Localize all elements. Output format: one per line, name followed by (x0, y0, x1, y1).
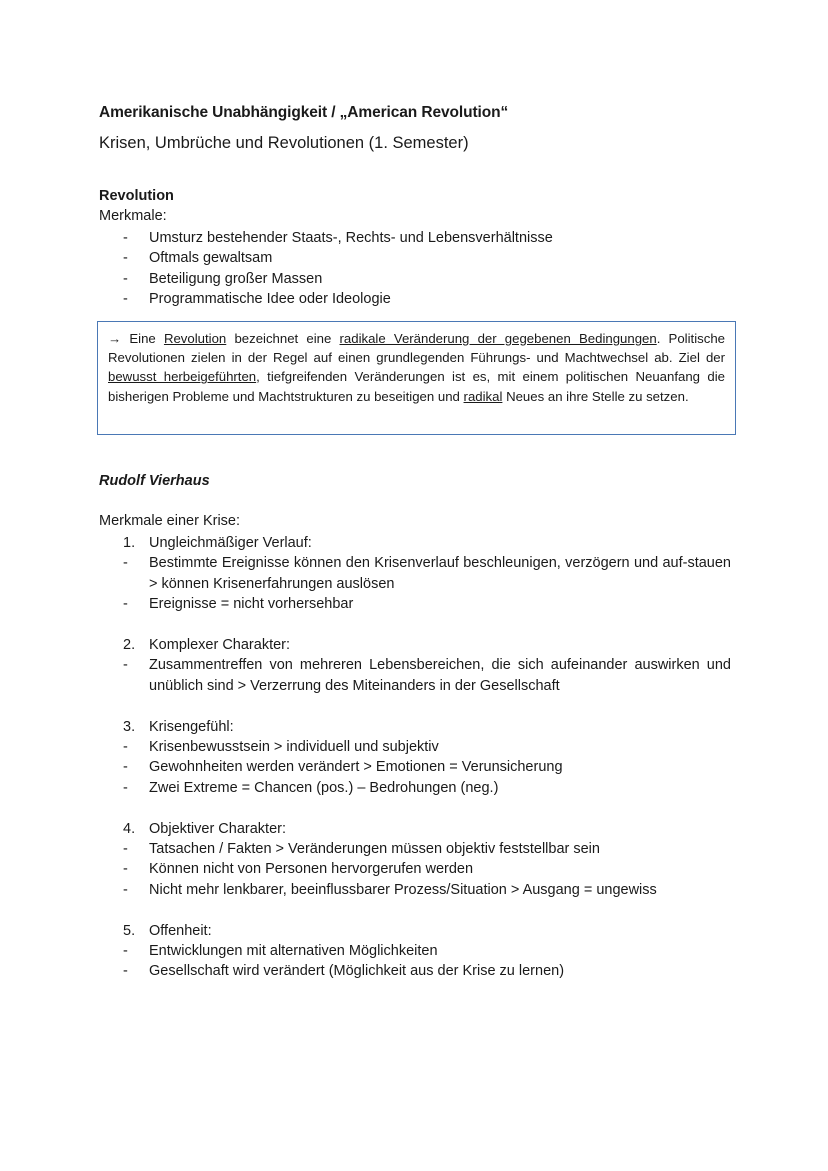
list-item: - Tatsachen / Fakten > Veränderungen müssen objektiv feststellbar sein (123, 841, 600, 858)
list-item: - Oftmals gewaltsam (123, 250, 273, 267)
section-title: 2. Komplexer Charakter: (123, 637, 291, 654)
underlined-term: Revolution (163, 331, 227, 346)
underlined-term: radikale Veränderung der gegebenen Bedingungen (339, 331, 657, 346)
section-title: 1. Ungleichmäßiger Verlauf: (123, 535, 312, 551)
document-subtitle: Krisen, Umbrüche und Revolutionen (1. Semester) (99, 134, 469, 152)
revolution-definition-box: → Eine Revolution bezeichnet eine radikale Veränderung der gegebenen Bedingungen. Politische Revolutionen zielen in der Regel auf einen grundlegenden Führungs- und Machtwechsel ab. Ziel der bewusst herbeigeführten, tiefgreifenden Veränderungen ist es, mit einem politischen Neuanfang die bisherigen Probleme und Machtstrukturen zu beseitigen und radikal Neues an ihre Stelle zu setzen. (97, 321, 736, 435)
revolution-heading: Revolution (99, 188, 174, 204)
document-title: Amerikanische Unabhängigkeit / „American Revolution“ (99, 104, 509, 121)
list-item: - Entwicklungen mit alternativen Möglichkeiten (123, 943, 438, 960)
revolution-merkmale-label: Merkmale: (99, 208, 167, 224)
section-title: 3. Krisengefühl: (123, 718, 234, 735)
list-item: - Können nicht von Personen hervorgerufen werden (123, 861, 474, 878)
list-item: - Zwei Extreme = Chancen (pos.) – Bedrohungen (neg.) (123, 779, 499, 796)
revolution-merkmale-list (99, 228, 739, 310)
list-item: - Ereignisse = nicht vorhersehbar (123, 596, 354, 613)
section-title: 4. Objektiver Charakter: (123, 820, 286, 837)
list-item: - Beteiligung großer Massen (123, 270, 323, 287)
list-item: - Bestimmte Ereignisse können den Krisenverlauf beschleunigen, verzögern und auf-stauen > können Krisenerfahrungen auslösen (123, 555, 731, 592)
list-item: - Zusammentreffen von mehreren Lebensbereichen, die sich aufeinander auswirken und unüblich sind > Verzerrung des Miteinanders in der Gesellschaft (123, 657, 731, 694)
list-item: - Gesellschaft wird verändert (Möglichkeit aus der Krise zu lernen) (123, 963, 565, 980)
list-item: - Nicht mehr lenkbarer, beeinflussbarer Prozess/Situation > Ausgang = ungewiss (123, 881, 657, 898)
list-item: - Krisenbewusstsein > individuell und subjektiv (123, 739, 439, 756)
section-title: 5. Offenheit: (123, 922, 212, 939)
vierhaus-heading: Rudolf Vierhaus (99, 473, 210, 489)
crisis-characteristics (99, 533, 731, 982)
list-item: - Gewohnheiten werden verändert > Emotionen = Verunsicherung (123, 759, 563, 776)
crisis-intro: Merkmale einer Krise: (99, 513, 241, 529)
underlined-term: radikal (463, 388, 503, 404)
arrow-icon: → (108, 331, 122, 346)
list-item: - Programmatische Idee oder Ideologie (123, 291, 391, 308)
underlined-term: bewusst herbeigeführten (108, 369, 257, 385)
list-item: - Umsturz bestehender Staats-, Rechts- und Lebensverhältnisse (123, 230, 553, 246)
